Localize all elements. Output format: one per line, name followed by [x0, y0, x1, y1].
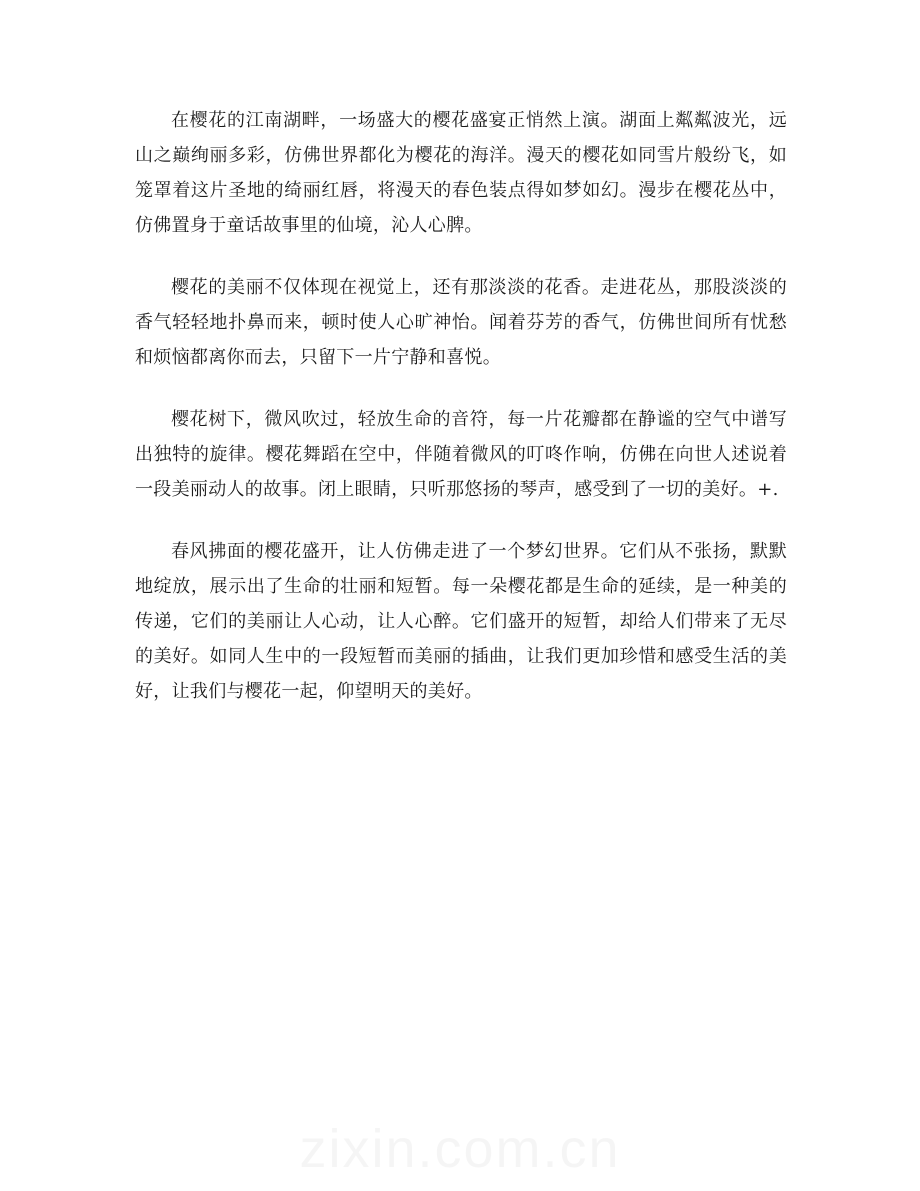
paragraph-3: 樱花树下，微风吹过，轻放生命的音符，每一片花瓣都在静谧的空气中谱写出独特的旋律。樱花舞蹈在空中，伴随着微风的叮咚作响，仿佛在向世人述说着一段美丽动人的故事。闭上眼睛，只听那悠扬的琴声，感受到了一切的美好。+. [135, 409, 787, 500]
paragraph-2: 樱花的美丽不仅体现在视觉上，还有那淡淡的花香。走进花丛，那股淡淡的香气轻轻地扑鼻而来，顿时使人心旷神怡。闻着芬芳的香气，仿佛世间所有忧愁和烦恼都离你而去，只留下一片宁静和喜悦。 [135, 277, 787, 368]
paragraph-1: 在樱花的江南湖畔，一场盛大的樱花盛宴正悄然上演。湖面上粼粼波光，远山之巅绚丽多彩，仿佛世界都化为樱花的海洋。漫天的樱花如同雪片般纷飞，如笼罩着这片圣地的绮丽红唇，将漫天的春色装点得如梦如幻。漫步在樱花丛中，仿佛置身于童话故事里的仙境，沁人心脾。 [135, 110, 787, 236]
document-body [135, 103, 787, 736]
paragraph-4: 春风拂面的樱花盛开，让人仿佛走进了一个梦幻世界。它们从不张扬，默默地绽放，展示出了生命的壮丽和短暂。每一朵樱花都是生命的延续，是一种美的传递，它们的美丽让人心动，让人心醉。它们盛开的短暂，却给人们带来了无尽的美好。如同人生中的一段短暂而美丽的插曲，让我们更加珍惜和感受生活的美好，让我们与樱花一起，仰望明天的美好。 [135, 541, 787, 702]
watermark [0, 1118, 920, 1180]
